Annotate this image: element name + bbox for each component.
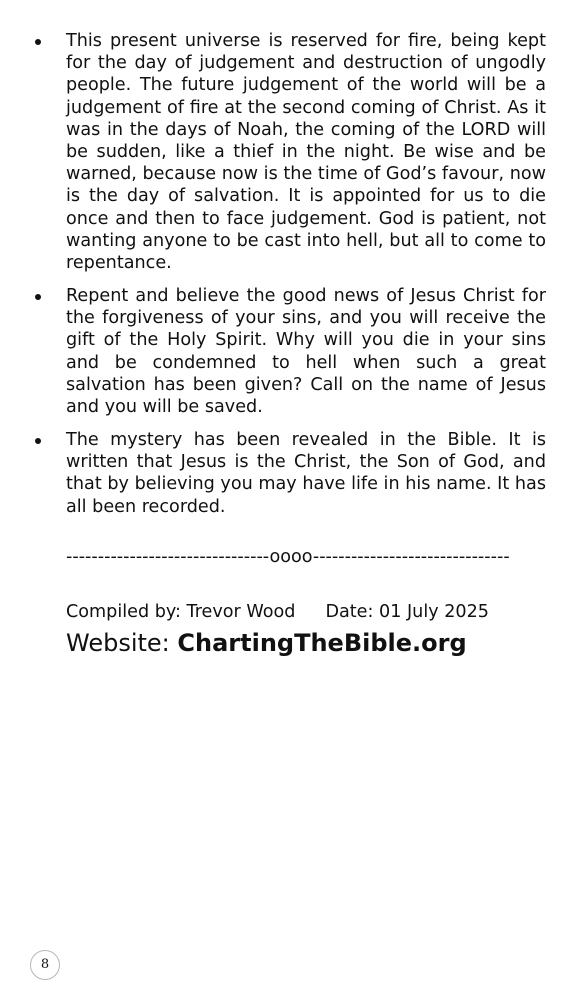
compiled-by-text: Compiled by: Trevor Wood [66,602,296,622]
credits-line [66,601,489,623]
date-text: Date: 01 July 2025 [325,602,489,622]
bullet-icon [35,438,41,444]
list-item [66,30,546,274]
paragraph-mystery: The mystery has been revealed in the Bible. It is written that Jesus is the Christ, the Son of God, and that by believing you may have life in his name. It has all been recorded. [66,430,546,517]
website-line [66,628,467,658]
list-item [66,429,546,518]
paragraph-judgement: This present universe is reserved for fire, being kept for the day of judgement and destruction of ungodly people. The future judgement of the world will be a judgement of fire at the second coming of Christ. As it was in the days of Noah, the coming of the LORD will be sudden, like a thief in the night. Be wise and be warned, because now is the time of God’s favour, now is the day of salvation. It is appointed for us to die once and then to face judgement. God is patient, not wanting anyone to be cast into hell, but all to come to repentance. [66,31,546,274]
bullet-icon [35,294,41,300]
list-item [66,285,546,418]
bullet-icon [35,39,41,45]
section-divider: --------------------------------oooo------------------------------- [66,547,510,567]
website-url-link[interactable]: ChartingTheBible.org [177,629,467,657]
website-label: Website: [66,629,178,657]
page-number-badge: 8 [30,950,60,980]
paragraph-repent: Repent and believe the good news of Jesus Christ for the forgiveness of your sins, and you will receive the gift of the Holy Spirit. Why will you die in your sins and be condemned to hell when such a great salvation has been given? Call on the name of Jesus and you will be saved. [66,286,546,418]
